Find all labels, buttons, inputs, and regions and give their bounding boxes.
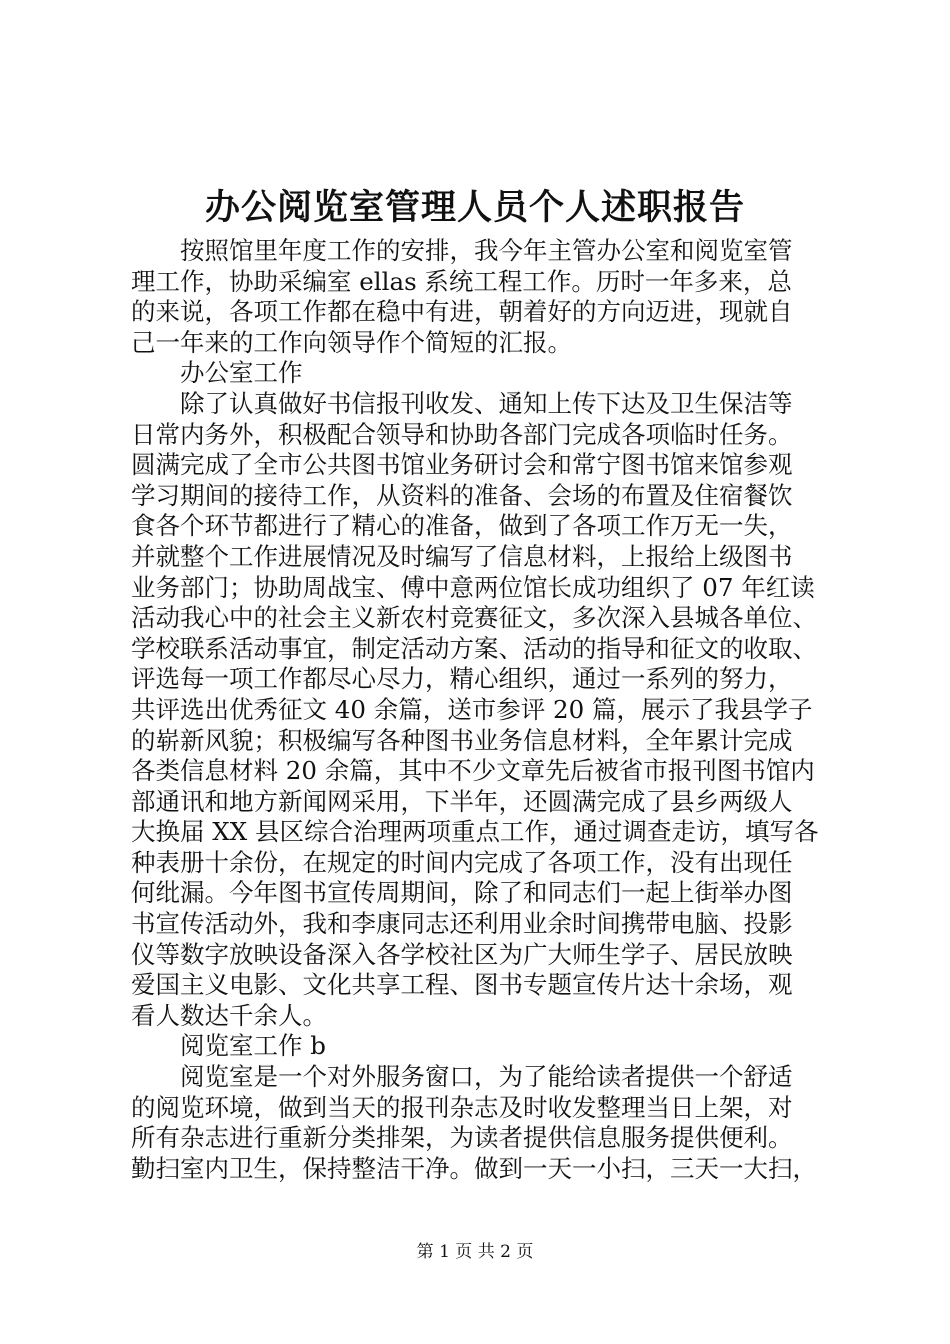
paragraph-reading-room-line: 勤扫室内卫生，保持整洁干净。做到一天一小扫，三天一大扫， [131, 1153, 817, 1183]
paragraph-intro-line: 理工作，协助采编室 ellas 系统工程工作。历时一年多来，总 [131, 266, 792, 296]
paragraph-office-line: 食各个环节都进行了精心的准备，做到了各项工作万无一失， [131, 511, 793, 541]
paragraph-reading-room-line: 所有杂志进行重新分类排架，为读者提供信息服务提供便利。 [131, 1123, 793, 1153]
paragraph-office-line: 学校联系活动事宜，制定活动方案、活动的指导和征文的收取、 [131, 633, 817, 663]
paragraph-office-line: 活动我心中的社会主义新农村竞赛征文，多次深入县城各单位、 [131, 603, 817, 633]
paragraph-office-line: 各类信息材料 20 余篇，其中不少文章先后被省市报刊图书馆内 [131, 756, 815, 786]
paragraph-office-line: 爱国主义电影、文化共享工程、图书专题宣传片达十余场，观 [131, 970, 793, 1000]
paragraph-office-line: 共评选出优秀征文 40 余篇，送市参评 20 篇，展示了我县学子 [131, 694, 813, 724]
paragraph-office-line: 看人数达千余人。 [131, 1000, 327, 1030]
paragraph-office-line: 种表册十余份，在规定的时间内完成了各项工作，没有出现任 [131, 847, 793, 877]
page-footer: 第 1 页 共 2 页 [416, 1242, 534, 1262]
document-title: 办公阅览室管理人员个人述职报告 [204, 187, 745, 228]
paragraph-office-line: 仪等数字放映设备深入各学校社区为广大师生学子、居民放映 [131, 939, 793, 969]
paragraph-office-line: 除了认真做好书信报刊收发、通知上传下达及卫生保洁等 [180, 388, 793, 418]
paragraph-office-line: 圆满完成了全市公共图书馆业务研讨会和常宁图书馆来馆参观 [131, 450, 793, 480]
paragraph-intro-line: 己一年来的工作向领导作个简短的汇报。 [131, 327, 572, 357]
paragraph-intro-line: 的来说，各项工作都在稳中有进，朝着好的方向迈进，现就自 [131, 297, 793, 327]
paragraph-office-line: 大换届 XX 县区综合治理两项重点工作，通过调查走访，填写各 [131, 817, 819, 847]
section-heading-reading-room: 阅览室工作 b [180, 1031, 326, 1061]
paragraph-intro-line: 按照馆里年度工作的安排，我今年主管办公室和阅览室管 [180, 236, 793, 265]
section-heading-office: 办公室工作 [180, 358, 303, 388]
paragraph-office-line: 并就整个工作进展情况及时编写了信息材料，上报给上级图书 [131, 541, 793, 571]
paragraph-office-line: 部通讯和地方新闻网采用，下半年，还圆满完成了县乡两级人 [131, 786, 793, 816]
paragraph-office-line: 书宣传活动外，我和李康同志还利用业余时间携带电脑、投影 [131, 909, 793, 939]
paragraph-office-line: 的崭新风貌；积极编写各种图书业务信息材料，全年累计完成 [131, 725, 793, 755]
paragraph-office-line: 日常内务外，积极配合领导和协助各部门完成各项临时任务。 [131, 419, 793, 449]
paragraph-office-line: 业务部门；协助周战宝、傅中意两位馆长成功组织了 07 年红读 [131, 572, 815, 602]
paragraph-office-line: 何纰漏。今年图书宣传周期间，除了和同志们一起上街举办图 [131, 878, 793, 908]
paragraph-office-line: 学习期间的接待工作，从资料的准备、会场的布置及住宿餐饮 [131, 480, 793, 510]
paragraph-reading-room-line: 的阅览环境，做到当天的报刊杂志及时收发整理当日上架，对 [131, 1092, 793, 1122]
document-body [131, 236, 831, 1184]
paragraph-office-line: 评选每一项工作都尽心尽力，精心组织，通过一系列的努力， [131, 664, 793, 694]
paragraph-reading-room-line: 阅览室是一个对外服务窗口，为了能给读者提供一个舒适 [180, 1062, 793, 1092]
